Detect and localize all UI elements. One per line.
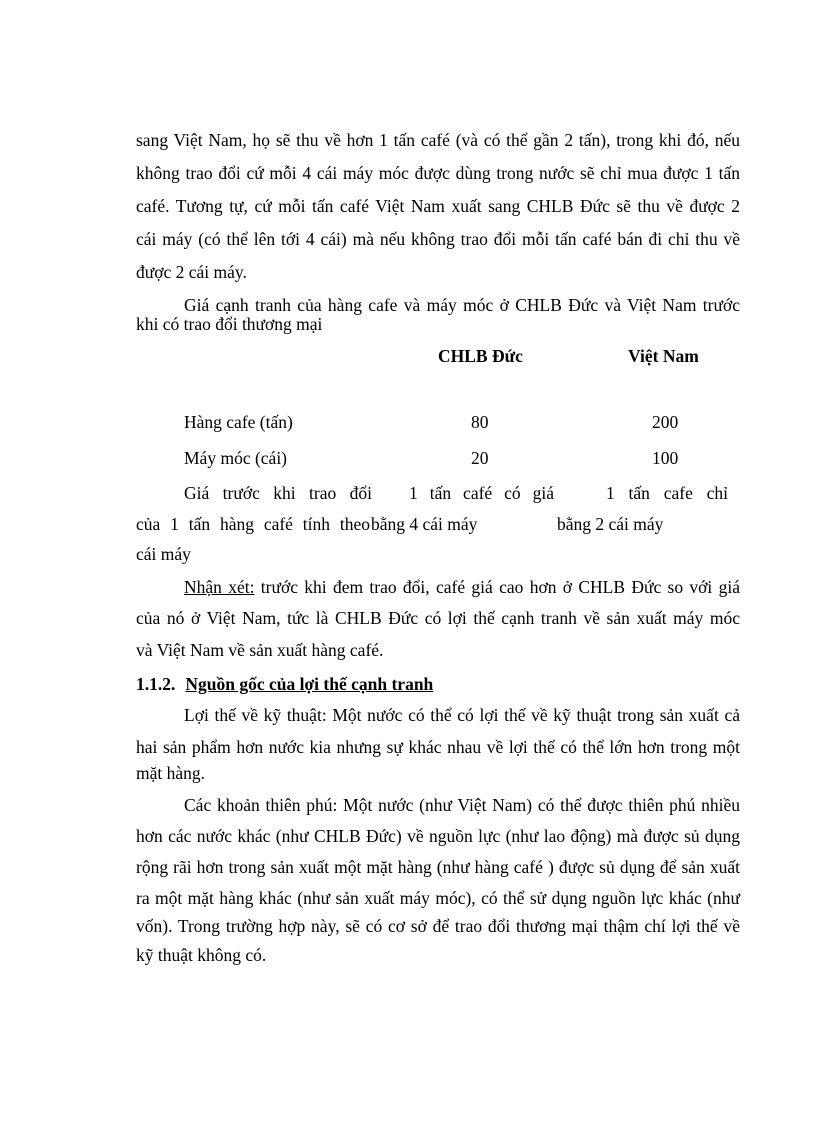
paragraph3-line: hai sản phẩm hơn nước kia nhưng sự khác nhau về lợi thế có thể lớn hơn trong một bbox=[136, 737, 740, 757]
remark-line2: của nó ở Việt Nam, tức là CHLB Đức có lợi thế cạnh tranh về sản xuất máy móc bbox=[136, 608, 740, 628]
paragraph4-line: vốn). Trong trường hợp này, sẽ có cơ sở để trao đổi thương mại thậm chí lợi thế về bbox=[136, 916, 740, 936]
remark-text: trước khi đem trao đổi, café giá cao hơn ở CHLB Đức so với giá bbox=[254, 577, 740, 597]
price-label-line3: cái máy bbox=[136, 544, 191, 564]
section-heading bbox=[136, 674, 433, 695]
germany-price-line2: bằng 4 cái máy bbox=[371, 514, 478, 534]
paragraph2-line: khi có trao đổi thương mại bbox=[136, 314, 323, 334]
remark-label: Nhận xét: bbox=[184, 577, 255, 597]
paragraph4-line: Các khoản thiên phú: Một nước (như Việt Nam) có thể được thiên phú nhiều bbox=[184, 795, 740, 815]
remark-line1 bbox=[184, 577, 740, 598]
paragraph1-line: được 2 cái máy. bbox=[136, 262, 247, 282]
table-row-label: Máy móc (cái) bbox=[184, 448, 288, 468]
paragraph1-line: cái máy (có thể lên tới 4 cái) mà nếu không trao đổi mỗi tấn café bán đi chỉ thu về bbox=[136, 229, 740, 249]
vietnam-price-line1: 1 tấn cafe chỉ bbox=[606, 483, 728, 503]
table-header-vietnam: Việt Nam bbox=[628, 346, 699, 366]
paragraph4-line: rộng rãi hơn trong sản xuất một mặt hàng (như hàng café ) được sủ dụng để sản xuất bbox=[136, 857, 740, 877]
paragraph1-line: không trao đổi cứ mỗi 4 cái máy móc được dùng trong nước sẽ chỉ mua được 1 tấn bbox=[136, 163, 740, 183]
paragraph4-line: kỹ thuật không có. bbox=[136, 945, 267, 965]
paragraph4-line: ra một mặt hàng khác (như sản xuất máy móc), có thể sử dụng nguồn lực khác (như bbox=[136, 888, 740, 908]
table-cell-germany: 20 bbox=[471, 448, 489, 468]
table-row-label: Hàng cafe (tấn) bbox=[184, 412, 293, 432]
section-title: Nguồn gốc của lợi thế cạnh tranh bbox=[185, 674, 434, 694]
paragraph3-line: Lợi thế về kỹ thuật: Một nước có thể có lợi thế về kỹ thuật trong sản xuất cả bbox=[184, 705, 740, 725]
table-cell-vietnam: 200 bbox=[652, 412, 679, 432]
table-cell-germany: 80 bbox=[471, 412, 489, 432]
price-label-line1: Giá trước khi trao đổi bbox=[184, 483, 372, 503]
table-header-germany: CHLB Đức bbox=[438, 346, 523, 366]
table-cell-vietnam: 100 bbox=[652, 448, 679, 468]
paragraph2-line: Giá cạnh tranh của hàng cafe và máy móc ở CHLB Đức và Việt Nam trước bbox=[184, 295, 740, 315]
paragraph1-line: sang Việt Nam, họ sẽ thu về hơn 1 tấn café (và có thể gần 2 tấn), trong khi đó, nếu bbox=[136, 130, 740, 150]
vietnam-price-line2: bằng 2 cái máy bbox=[557, 514, 664, 534]
price-label-line2: của 1 tấn hàng café tính theo bbox=[136, 514, 370, 534]
section-number: 1.1.2. bbox=[136, 674, 176, 694]
paragraph1-line: café. Tương tự, cứ mỗi tấn café Việt Nam xuất sang CHLB Đức sẽ thu về được 2 bbox=[136, 196, 740, 216]
paragraph4-line: hơn các nước khác (như CHLB Đức) về nguồn lực (như lao động) mà được sủ dụng bbox=[136, 826, 740, 846]
paragraph3-line: mặt hàng. bbox=[136, 763, 206, 783]
remark-line3: và Việt Nam về sản xuất hàng café. bbox=[136, 640, 384, 660]
germany-price-line1: 1 tấn café có giá bbox=[409, 483, 554, 503]
